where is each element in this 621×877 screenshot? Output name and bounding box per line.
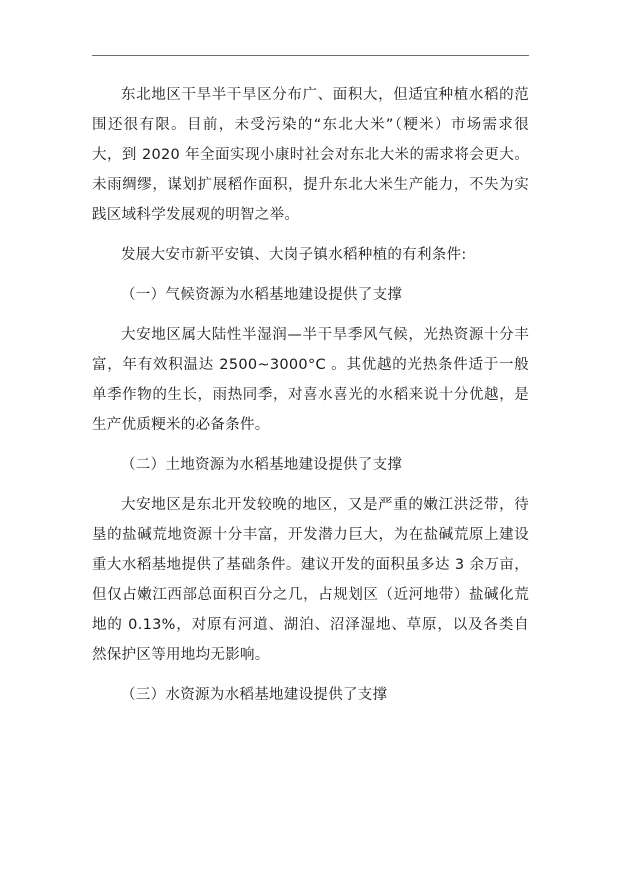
section-heading-climate: （一）气候资源为水稻基地建设提供了支撑: [121, 287, 403, 303]
header-rule: [92, 55, 529, 56]
section-heading-water: （三）水资源为水稻基地建设提供了支撑: [121, 687, 388, 703]
paragraph-climate: 大安地区属大陆性半湿润—半干旱季风气候，光热资源十分丰富，年有效积温达 2500~3000°C 。其优越的光热条件适于一般单季作物的生长，雨热同季，对喜水喜光的水稻来说十分优越，是生产优质粳米的必备条件。: [92, 327, 529, 433]
paragraph-conditions-lead: 发展大安市新平安镇、大岗子镇水稻种植的有利条件:: [121, 247, 467, 263]
section-heading-land: （二）土地资源为水稻基地建设提供了支撑: [121, 457, 403, 473]
paragraph-land: 大安地区是东北开发较晚的地区，又是严重的嫩江洪泛带，待垦的盐碱荒地资源十分丰富，开发潜力巨大，为在盐碱荒原上建设重大水稻基地提供了基础条件。建议开发的面积虽多达 3 余万亩，但仅占嫩江西部总面积百分之几，占规划区（近河地带）盐碱化荒地的 0.13%，对原有河道、湖泊、沼泽湿地、草原，以及各类自然保护区等用地均无影响。: [92, 497, 529, 663]
document-body: [92, 80, 529, 710]
paragraph-intro: 东北地区干旱半干旱区分布广、面积大，但适宜种植水稻的范围还很有限。目前，未受污染的“东北大米”（粳米）市场需求很大，到 2020 年全面实现小康时社会对东北大米的需求将会更大。未雨绸缪，谋划扩展稻作面积，提升东北大米生产能力，不失为实践区域科学发展观的明智之举。: [92, 87, 529, 223]
